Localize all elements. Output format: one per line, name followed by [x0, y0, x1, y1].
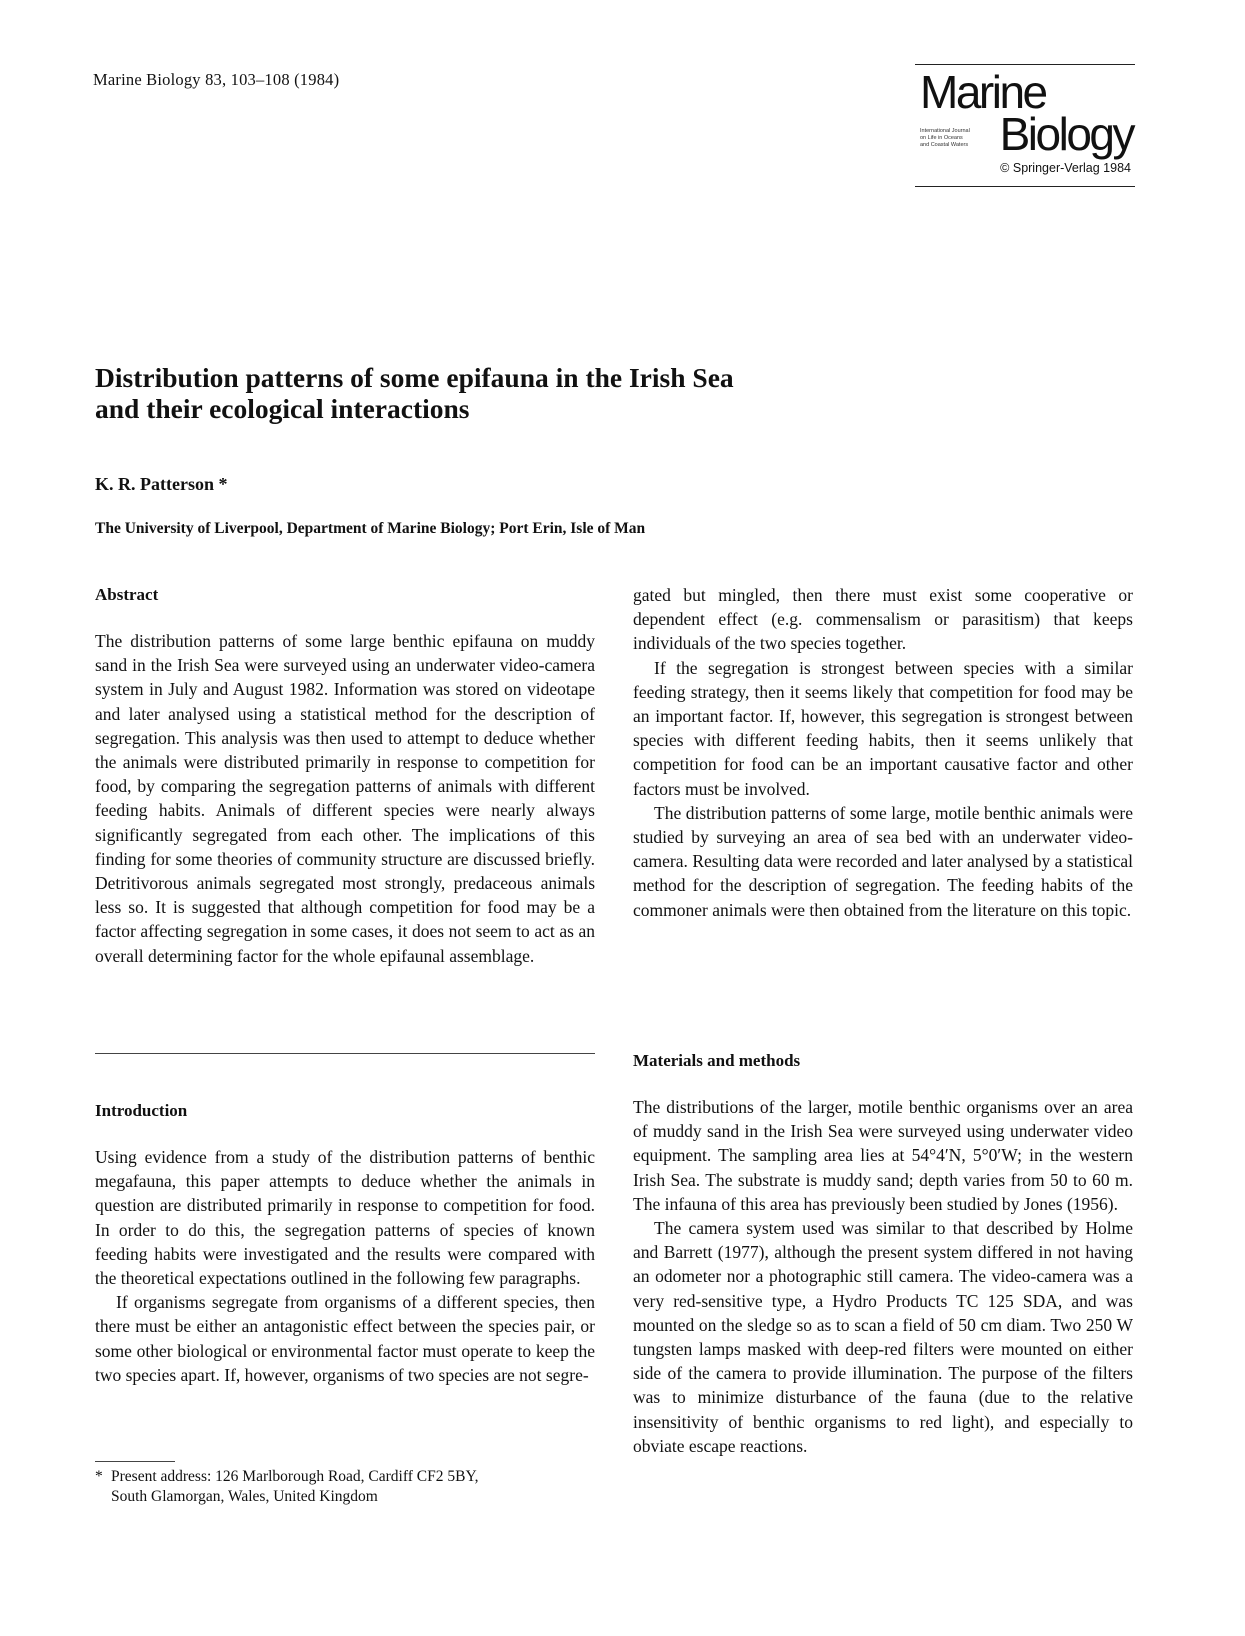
- right-column-continuation: [633, 583, 1133, 922]
- journal-citation: Marine Biology 83, 103–108 (1984): [93, 70, 340, 89]
- logo-subtitle-line: on Life in Oceans: [920, 135, 963, 141]
- methods-heading: Materials and methods: [633, 1051, 801, 1070]
- footnote-line: Present address: 126 Marlborough Road, Cardiff CF2 5BY,: [111, 1468, 479, 1485]
- abstract-divider: [95, 1053, 595, 1054]
- logo-bottom-rule: [915, 186, 1135, 187]
- author-affiliation: The University of Liverpool, Department of Marine Biology; Port Erin, Isle of Man: [95, 520, 646, 537]
- footnote-marker: *: [95, 1468, 103, 1485]
- paragraph: The distributions of the larger, motile benthic organisms over an area of muddy sand in the Irish Sea were surveyed using underwater video equipment. The sampling area lies at 54°4′N, 5°0′W; in the western Irish Sea. The substrate is muddy sand; depth varies from 50 to 60 m. The infauna of this area has previously been studied by Jones (1956).: [633, 1097, 1133, 1214]
- paragraph: The camera system used was similar to that described by Holme and Barrett (1977), although the present system differed in not having an odometer nor a photographic still camera. The video-camera was a very red-sensitive type, a Hydro Products TC 125 SDA, and was mounted on the sledge so as to scan a field of 50 cm diam. Two 250 W tungsten lamps masked with deep-red filters were mounted on either side of the camera to provide illumination. The purpose of the filters was to minimize disturbance of the fauna (due to the relative insensitivity of benthic organisms to red light), and especially to obviate escape reactions.: [633, 1218, 1133, 1456]
- title-line: and their ecological interactions: [95, 393, 470, 424]
- footnote: [95, 1467, 595, 1507]
- logo-subtitle-line: International Journal: [920, 128, 970, 134]
- title-line: Distribution patterns of some epifauna in the Irish Sea: [95, 362, 734, 393]
- logo-marine-text: Marine: [920, 66, 1046, 118]
- abstract-text: The distribution patterns of some large benthic epifauna on muddy sand in the Irish Sea were surveyed using an underwater video-camera system in July and August 1982. Information was stored on videotape and later analysed using a statistical method for the description of segregation. This analysis was then used to attempt to deduce whether the animals were distributed primarily in response to competition for food, by comparing the segregation patterns of animals with different feeding habits. Animals of different species were nearly always significantly segregated from each other. The implications of this finding for some theories of community structure are discussed briefly. Detritivorous animals segregated most strongly, predaceous animals less so. It is suggested that although competition for food may be a factor affecting segregation in some cases, it does not seem to act as an overall determining factor for the whole epifaunal assemblage.: [95, 631, 595, 966]
- footnote-divider: [95, 1461, 175, 1462]
- abstract-heading: Abstract: [95, 585, 159, 604]
- abstract-section: [95, 583, 595, 968]
- methods-section: [633, 1049, 1133, 1458]
- logo-top-rule: [915, 64, 1135, 65]
- paragraph: If organisms segregate from organisms of a different species, then there must be either an antagonistic effect between the species pair, or some other biological or environmental factor must operate to keep the two species apart. If, however, organisms of two species are not segre-: [95, 1292, 595, 1385]
- logo-biology-text: Biology: [999, 108, 1133, 160]
- journal-logo: [915, 60, 1135, 187]
- paragraph: gated but mingled, then there must exist some cooperative or dependent effect (e.g. commensalism or parasitism) that keeps individuals of the two species together.: [633, 585, 1133, 654]
- footnote-line: South Glamorgan, Wales, United Kingdom: [111, 1488, 378, 1505]
- author-name: K. R. Patterson *: [95, 474, 228, 494]
- paragraph: If the segregation is strongest between species with a similar feeding strategy, then it seems likely that competition for food may be an important factor. If, however, this segregation is strongest between species with different feeding habits, then it seems unlikely that competition for food can be an important causative factor and other factors must be involved.: [633, 657, 1133, 799]
- publisher-copyright: © Springer-Verlag 1984: [1000, 161, 1131, 175]
- paragraph: Using evidence from a study of the distribution patterns of benthic megafauna, this paper attempts to deduce whether the animals in question are distributed primarily in response to competition for food. In order to do this, the segregation patterns of species of known feeding habits were investigated and the results were compared with the theoretical expectations outlined in the following few paragraphs.: [95, 1147, 595, 1289]
- logo-subtitle-line: and Coastal Waters: [920, 142, 969, 148]
- article-title: [95, 362, 855, 424]
- introduction-heading: Introduction: [95, 1101, 188, 1120]
- paragraph: The distribution patterns of some large, motile benthic animals were studied by surveying an area of sea bed with an underwater video-camera. Resulting data were recorded and later analysed by a statistical method for the description of segregation. The feeding habits of the commoner animals were then obtained from the literature on this topic.: [633, 802, 1133, 920]
- introduction-section: [95, 1099, 595, 1387]
